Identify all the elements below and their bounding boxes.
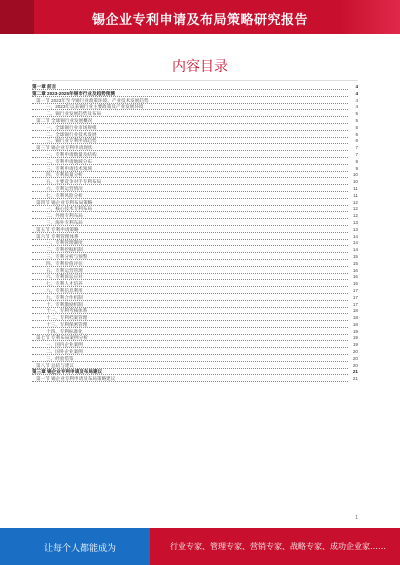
toc-entry-text: 一、2023年以来锡行业主要政策及产业发展环境 (46, 104, 144, 110)
toc-entry-page: 4 (355, 90, 358, 96)
toc-entry[interactable] (32, 356, 358, 363)
toc-entry-page: 14 (352, 233, 358, 239)
toc-entry-page: 16 (352, 267, 358, 273)
toc-entry[interactable] (32, 98, 358, 105)
toc-entry[interactable] (32, 84, 358, 91)
toc-entry-page: 18 (352, 308, 358, 314)
toc-entry[interactable] (32, 111, 358, 118)
toc-entry-text: 一、专利管理制度 (46, 240, 83, 246)
toc-entry-text: 二、锡行业发展趋势及布局 (46, 111, 102, 117)
toc-entry[interactable] (32, 152, 358, 159)
toc-entry-text: 第八节 总结与建议 (36, 362, 75, 368)
toc-entry[interactable] (32, 342, 358, 349)
toc-entry[interactable] (32, 220, 358, 227)
toc-entry-page: 19 (352, 328, 358, 334)
toc-entry-page: 4 (355, 84, 358, 89)
toc-entry-text: 十四、专利标准化 (46, 328, 83, 334)
toc-entry-page: 13 (352, 219, 358, 225)
toc-entry-page: 12 (352, 213, 358, 219)
footer-slogan-right: 行业专家、管理专家、营销专家、战略专家、成功企业家…… (170, 542, 386, 551)
toc-entry-text: 二、专利申请地域分布 (46, 158, 92, 164)
toc-entry-page: 6 (355, 131, 358, 137)
toc-entry-page: 17 (352, 294, 358, 300)
toc-entry[interactable] (32, 166, 358, 173)
toc-entry-page: 18 (352, 315, 358, 321)
toc-entry-page: 5 (355, 111, 358, 117)
toc-entry[interactable] (32, 274, 358, 281)
toc-entry-page: 16 (352, 281, 358, 287)
toc-entry[interactable] (32, 322, 358, 329)
toc-entry-page: 21 (352, 376, 358, 382)
toc-entry-text: 一、核心技术专利布局 (46, 206, 92, 212)
toc-entry-page: 10 (352, 172, 358, 178)
toc-entry[interactable] (32, 213, 358, 220)
toc-entry-page: 14 (352, 240, 358, 246)
toc-heading: 内容目录 (172, 59, 228, 75)
toc-entry-text: 第一章 前言 (32, 84, 57, 89)
toc-leader-dots (32, 356, 348, 362)
toc-entry[interactable] (32, 247, 358, 254)
toc-entry-text: 第四节 锡企业专利布局策略 (36, 199, 93, 205)
toc-entry[interactable] (32, 91, 358, 98)
toc-entry-text: 三、海外专利布局 (46, 219, 83, 225)
toc-entry[interactable] (32, 240, 358, 247)
toc-entry-page: 5 (355, 124, 358, 130)
toc-entry-page: 20 (352, 349, 358, 355)
toc-entry[interactable] (32, 145, 358, 152)
toc-entry-text: 第三章 锡企业专利申请及布局建议 (32, 369, 103, 375)
toc-entry[interactable] (32, 179, 358, 186)
toc-entry-text: 三、锡行业专利申请趋势 (46, 138, 97, 144)
toc-entry[interactable] (32, 227, 358, 234)
toc-entry-text: 第六节 专利管理体系 (36, 233, 79, 239)
toc-entry-text: 第七节 专利布局案例分析 (36, 335, 88, 341)
toc-entry-page: 17 (352, 287, 358, 293)
toc-entry-text: 六、专利运营情况 (46, 185, 83, 191)
toc-entry-text: 十一、专利考核体系 (46, 308, 88, 314)
toc-entry[interactable] (32, 349, 358, 356)
toc-entry-text: 六、专利诉讼应对 (46, 274, 83, 280)
toc-entry-page: 5 (355, 117, 358, 123)
toc-entry[interactable] (32, 118, 358, 125)
toc-entry-text: 第一节 锡企业专利申请及布局策略建议 (36, 376, 116, 382)
toc-entry[interactable] (32, 132, 358, 139)
toc-entry[interactable] (32, 295, 358, 302)
toc-entry[interactable] (32, 172, 358, 179)
toc-entry[interactable] (32, 186, 358, 193)
toc-entry-page: 13 (352, 226, 358, 232)
toc-entry[interactable] (32, 315, 358, 322)
toc-entry-text: 十三、专利保密管理 (46, 321, 88, 327)
toc-entry-text: 十、专利激励机制 (46, 301, 83, 307)
toc-entry-page: 6 (355, 138, 358, 144)
toc-entry-text: 七、专利风险分析 (46, 192, 83, 198)
toc-entry-page: 9 (355, 165, 358, 171)
toc-entry[interactable] (32, 363, 358, 370)
toc-entry[interactable] (32, 288, 358, 295)
toc-entry[interactable] (32, 308, 358, 315)
toc-entry[interactable] (32, 281, 358, 288)
toc-entry-text: 八、专利信息利用 (46, 287, 83, 293)
toc-entry[interactable] (32, 335, 358, 342)
toc-entry-text: 第二节 全球锡行业发展概况 (36, 117, 93, 123)
toc-entry-text: 五、专利运营管理 (46, 267, 83, 273)
toc-entry[interactable] (32, 268, 358, 275)
report-title: 锡企业专利申请及布局策略研究报告 (91, 12, 308, 27)
report-header (0, 0, 400, 34)
toc-entry-page: 11 (353, 192, 358, 198)
toc-entry-text: 二、国外企业案例 (46, 349, 83, 355)
toc-entry-text: 三、经验借鉴 (46, 355, 74, 361)
toc-entry-text: 七、专利人才培养 (46, 281, 83, 287)
toc-entry-text: 第五节 专利申请策略 (36, 226, 79, 232)
toc-entry-text: 一、全球锡行业市场规模 (46, 124, 97, 130)
footer-banner (0, 528, 400, 565)
toc-entry[interactable] (32, 254, 358, 261)
toc-entry[interactable] (32, 193, 358, 200)
toc-leader-dots (32, 84, 348, 90)
toc-entry-page: 21 (352, 369, 358, 375)
toc-entry-text: 十二、专利档案管理 (46, 315, 88, 321)
toc-entry[interactable] (32, 329, 358, 336)
toc-entry-text: 九、专利合作机制 (46, 294, 83, 300)
toc-entry[interactable] (32, 234, 358, 241)
footer-slant (128, 528, 150, 565)
toc-entry-page: 4 (355, 97, 358, 103)
toc-entry-text: 五、主要竞争对手专利布局 (46, 179, 102, 185)
toc-entry-text: 三、专利分析与预警 (46, 253, 88, 259)
toc-entry-page: 12 (352, 206, 358, 212)
toc-entry-page: 19 (352, 335, 358, 341)
toc-entry[interactable] (32, 369, 358, 376)
page-number: 1 (355, 515, 358, 521)
toc-leader-dots (32, 363, 348, 369)
toc-entry-page: 4 (355, 104, 358, 110)
toc-entry-page: 8 (355, 158, 358, 164)
toc-entry[interactable] (32, 104, 358, 111)
toc-entry-page: 11 (353, 185, 358, 191)
toc-entry-page: 7 (355, 151, 358, 157)
toc-entry-text: 四、专利质量分析 (46, 172, 83, 178)
toc-entry[interactable] (32, 200, 358, 207)
toc-entry-page: 17 (352, 301, 358, 307)
toc-entry-text: 第二章 2023-2025年锡市行业及趋势预测 (32, 90, 115, 96)
table-of-contents (32, 84, 358, 383)
toc-entry-page: 14 (352, 247, 358, 253)
toc-entry-text: 第三节 锡企业专利申请现状 (36, 145, 93, 151)
toc-entry[interactable] (32, 125, 358, 132)
toc-entry[interactable] (32, 206, 358, 213)
toc-entry-text: 四、专利价值评估 (46, 260, 83, 266)
toc-entry-page: 20 (352, 355, 358, 361)
toc-entry-page: 19 (352, 342, 358, 348)
toc-entry-text: 一、国内企业案例 (46, 342, 83, 348)
toc-entry[interactable] (32, 302, 358, 309)
toc-entry-text: 二、全球锡行业技术发展 (46, 131, 97, 137)
toc-entry[interactable] (32, 159, 358, 166)
toc-entry[interactable] (32, 261, 358, 268)
footer-slogan-left: 让每个人都能成为 (44, 544, 117, 554)
toc-entry-text: 二、专利挖掘机制 (46, 247, 83, 253)
toc-entry-page: 7 (355, 145, 358, 151)
toc-entry[interactable] (32, 138, 358, 145)
toc-entry-page: 16 (352, 274, 358, 280)
toc-entry-text: 二、外围专利布局 (46, 213, 83, 219)
toc-entry-text: 一、专利申请数量及结构 (46, 151, 97, 157)
toc-entry-page: 18 (352, 321, 358, 327)
toc-entry-page: 10 (352, 179, 358, 185)
toc-entry-text: 第一节 2023年至今锡行业政策环境、产业技术发展趋势 (36, 97, 149, 103)
toc-entry-text: 三、专利申请技术领域 (46, 165, 92, 171)
toc-entry-page: 12 (352, 199, 358, 205)
divider (32, 80, 358, 81)
toc-entry-page: 15 (352, 260, 358, 266)
toc-entry-page: 15 (352, 253, 358, 259)
toc-entry-page: 20 (352, 362, 358, 368)
toc-entry[interactable] (32, 376, 358, 383)
